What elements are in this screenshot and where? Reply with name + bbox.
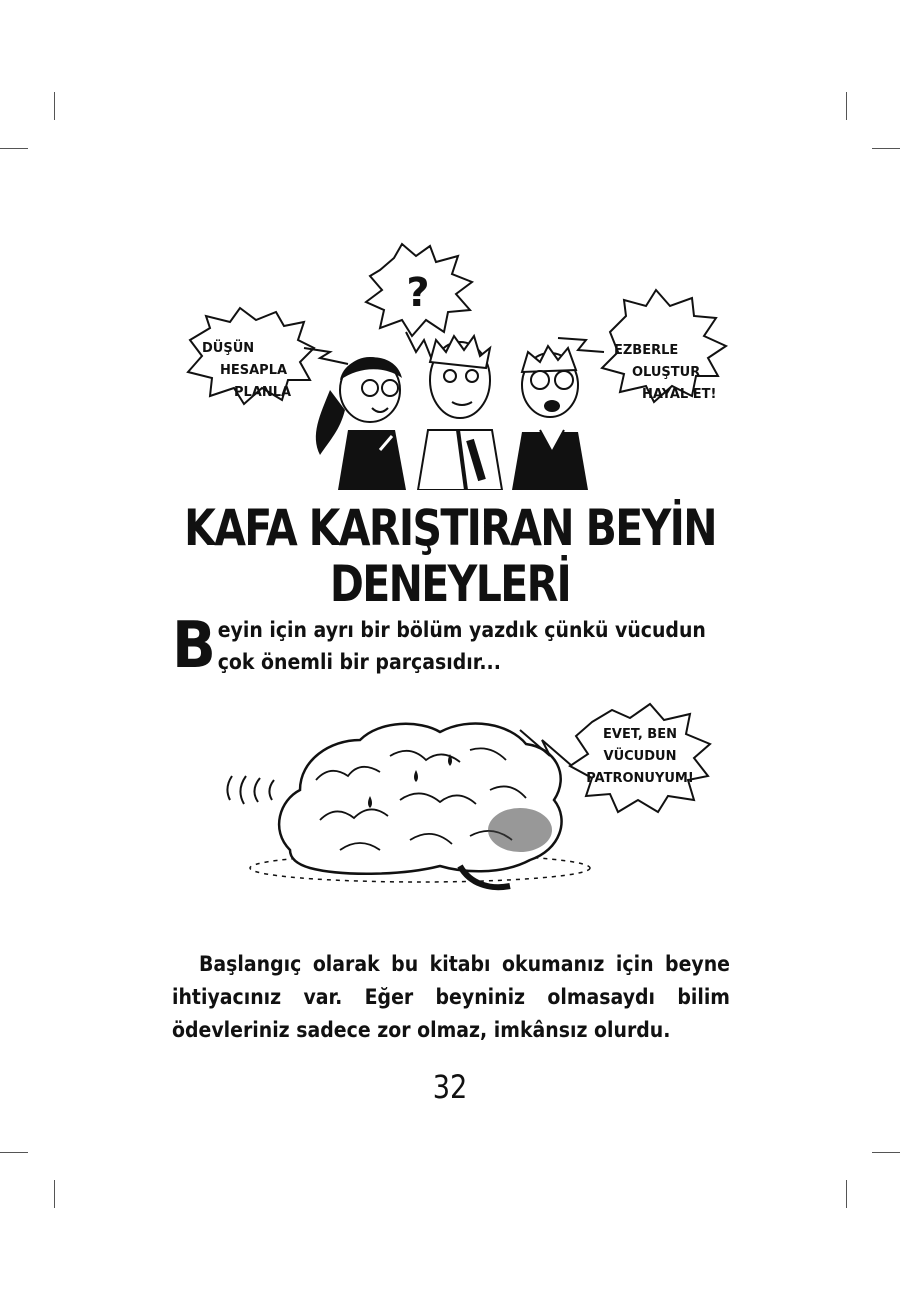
- brain-bubble-line: PATRONUYUM!: [586, 771, 694, 786]
- crop-mark: [846, 1180, 847, 1208]
- crop-mark: [872, 1152, 900, 1153]
- crop-mark: [54, 1180, 55, 1208]
- crop-mark: [872, 148, 900, 149]
- characters-illustration: [180, 240, 740, 490]
- crop-mark: [846, 92, 847, 120]
- left-bubble-line: DÜŞÜN: [202, 341, 255, 356]
- body-paragraph: Başlangıç olarak bu kitabı okumanız için beyne ihtiyacınız var. Eğer beyniniz olmasaydı bilim ödevleriniz sadece zor olmaz, imkânsız olurdu.: [172, 952, 730, 1042]
- crop-mark: [0, 148, 28, 149]
- crop-mark: [0, 1152, 28, 1153]
- brain-bubble-line: EVET, BEN: [603, 727, 677, 742]
- body-text: [172, 948, 730, 1047]
- right-bubble-line: OLUŞTUR: [632, 365, 701, 380]
- left-bubble-line: HESAPLA: [220, 363, 288, 378]
- chapter-title-line2: DENEYLERİ: [329, 555, 571, 613]
- chapter-title-line1: KAFA KARIŞTIRAN BEYİN: [184, 499, 716, 557]
- intro-paragraph: [172, 609, 730, 683]
- girl-character: [316, 357, 406, 490]
- crop-mark: [54, 92, 55, 120]
- brain-illustration: [220, 700, 720, 910]
- drop-cap: B: [172, 609, 215, 683]
- glasses-boy-character: [512, 346, 588, 490]
- right-bubble-line: EZBERLE: [614, 343, 679, 358]
- page-number: 32: [432, 1068, 468, 1106]
- intro-text: eyin için ayrı bir bölüm yazdık çünkü vücudun çok önemli bir parçasıdır...: [217, 618, 706, 674]
- brain-bubble-line: VÜCUDUN: [603, 749, 677, 764]
- boy-character: [418, 336, 502, 490]
- left-bubble-line: PLANLA: [234, 385, 292, 400]
- right-bubble-line: HAYAL ET!: [642, 387, 717, 402]
- question-mark: ?: [406, 270, 430, 316]
